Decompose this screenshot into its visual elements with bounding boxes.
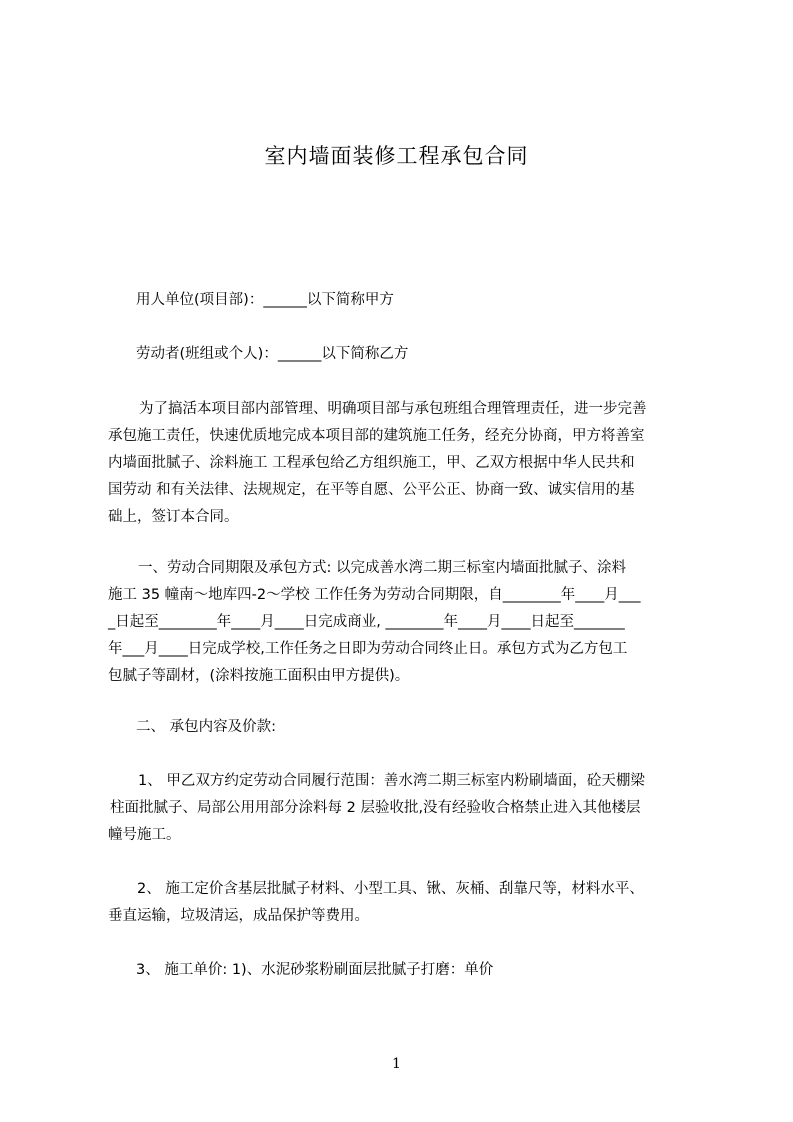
- intro-line: 为了搞活本项目部内部管理、明确项目部与承包班组合理管理责任，进一步完善: [139, 401, 647, 417]
- section1-line: 年___月____日完成学校,工作任务之日即为劳动合同终止日。承包方式为乙方包工: [108, 641, 628, 657]
- intro-line: 承包施工责任，快速优质地完成本项目部的建筑施工任务，经充分协商，甲方将善室: [108, 428, 645, 444]
- item1-line: 1、 甲乙双方约定劳动合同履行范围：善水湾二期三标室内粉刷墙面，砼天棚梁: [138, 773, 645, 789]
- page-title: 室内墙面装修工程承包合同: [264, 144, 529, 168]
- item2-line: 2、 施工定价含基层批腻子材料、小型工具、锹、灰桶、刮靠尺等，材料水平、: [137, 881, 644, 897]
- section1-line: 包腻子等副材，(涂料按施工面积由甲方提供)。: [108, 668, 410, 684]
- intro-line: 础上，签订本合同。: [108, 509, 239, 525]
- party-b-line: 劳动者(班组或个人)：______以下简称乙方: [136, 346, 409, 362]
- item1-line: 柱面批腻子、局部公用用部分涂料每 2 层验收批,没有经验收合格禁止进入其他楼层: [110, 800, 641, 816]
- section1-line: 施工 35 幢南～地库四-2～学校 工作任务为劳动合同期限，自________年____月___: [108, 587, 641, 603]
- intro-line: 内墙面批腻子、涂料施工 工程承包给乙方组织施工，甲、乙双方根据中华人民共和: [108, 455, 635, 471]
- page-number: 1: [392, 1056, 401, 1072]
- party-a-line: 用人单位(项目部)：______以下简称甲方: [136, 292, 394, 308]
- item1-line: 幢号施工。: [108, 827, 181, 843]
- section1-line: _日起至________年____月____日完成商业, ________年____月____日起至_______: [108, 614, 625, 630]
- section2-heading: 二、 承包内容及价款:: [136, 719, 276, 735]
- item3-line: 3、 施工单价: 1)、水泥砂浆粉刷面层批腻子打磨：单价: [136, 962, 494, 978]
- item2-line: 垂直运输，垃圾清运，成品保护等费用。: [108, 908, 369, 924]
- intro-line: 国劳动 和有关法律、法规规定，在平等自愿、公平公正、协商一致、诚实信用的基: [108, 482, 635, 498]
- section1-line: 一、劳动合同期限及承包方式: 以完成善水湾二期三标室内墙面批腻子、涂料: [138, 560, 626, 576]
